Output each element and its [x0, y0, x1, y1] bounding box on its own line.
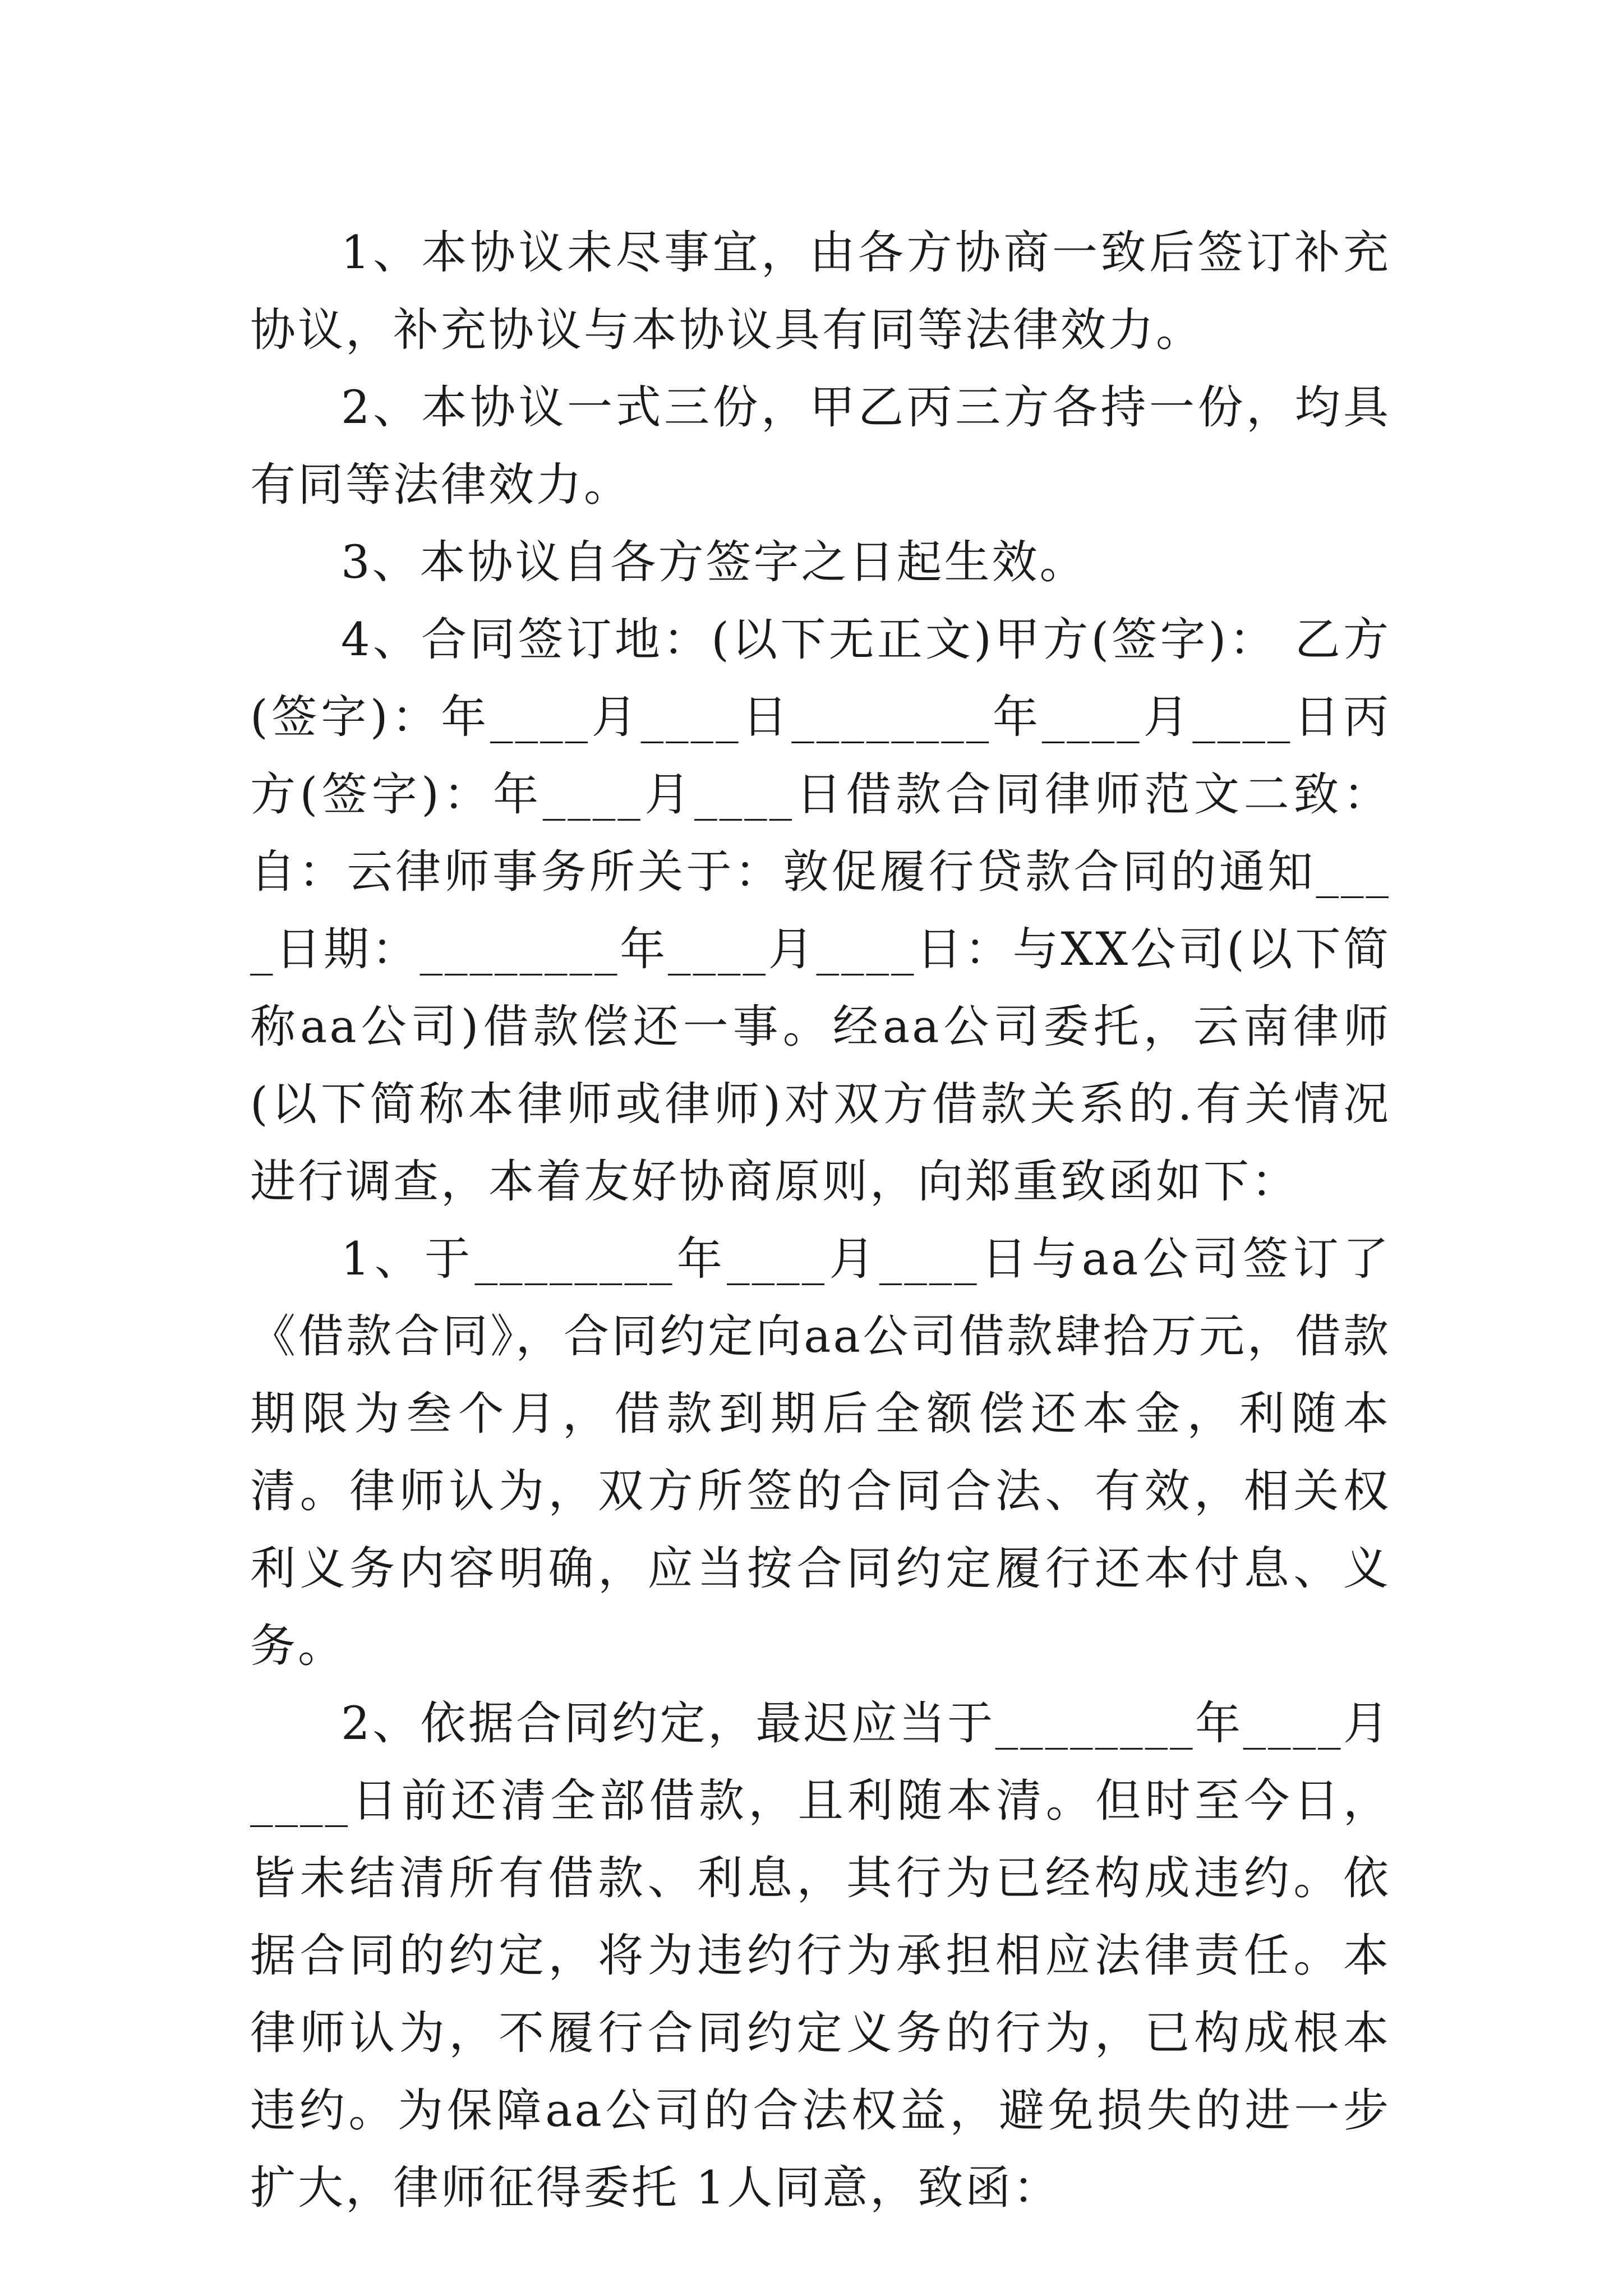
paragraph-3: 3、本协议自各方签字之日起生效。 [341, 536, 1087, 589]
paragraph-6: 2、依据合同约定，最迟应当于________年____月____日前还清全部借款，且利随本清。但时至今日，皆未结清所有借款、利息，其行为已经构成违约。依据合同的约定，将为违约行为承担相应法律责任。本律师认为，不履行合同约定义务的行为，已构成根本违约。为保障aa公司的合法权益，避免损失的进一步扩大，律师征得委托 1人同意，致函： [250, 1697, 1391, 2215]
paragraph-4: 4、合同签订地：(以下无正文)甲方(签字)： 乙方(签字)：年____月____日________年____月____日丙方(签字)：年____月____日借款合同律师范文二致：自：云律师事务所关于：敦促履行贷款合同的通知____日期：________年____月____日：与XX公司(以下简称aa公司)借款偿还一事。经aa公司委托，云南律师(以下简称本律师或律师)对双方借款关系的.有关情况进行调查，本着友好协商原则，向郑重致函如下： [250, 614, 1391, 1208]
paragraph-1: 1、本协议未尽事宜，由各方协商一致后签订补充协议，补充协议与本协议具有同等法律效力。 [250, 227, 1391, 357]
document-body [250, 214, 1391, 2227]
paragraph-2: 2、本协议一式三份，甲乙丙三方各持一份，均具有同等法律效力。 [250, 381, 1391, 512]
paragraph-5: 1、于________年____月____日与aa公司签订了《借款合同》，合同约定向aa公司借款肆拾万元，借款期限为叁个月，借款到期后全额偿还本金，利随本清。律师认为，双方所签的合同合法、有效，相关权利义务内容明确，应当按合同约定履行还本付息、义务。 [250, 1233, 1391, 1673]
